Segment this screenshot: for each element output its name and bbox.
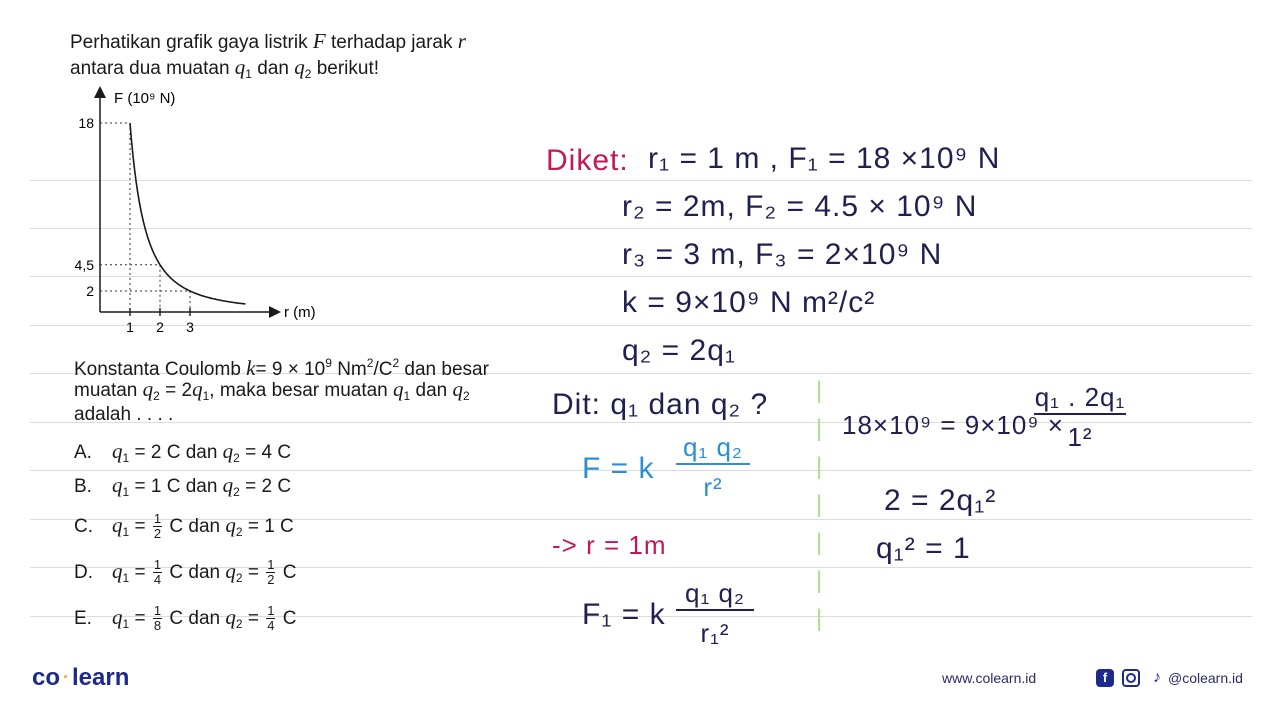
x-tick-label: 3 [186, 319, 194, 332]
question-intro-line2: antara dua muatan $q_1$ dan $q_2$ berikut! [70, 55, 380, 81]
fraction: $\frac{1}{2}$ [153, 511, 162, 542]
option-a[interactable]: A. $q_1 = 2$ C dan $q_2 = 4$ C [74, 439, 292, 465]
given-line-2: r₂ = 2m, F₂ = 4.5 × 10⁹ N [622, 190, 978, 223]
calc-line-1-denominator: 1² [1067, 422, 1093, 452]
calc-line-2: 2 = 2q₁² [884, 484, 997, 517]
force1-formula-denominator: r₁² [700, 618, 730, 648]
option-c[interactable]: C. $q_1$ = $\frac{1}{2}$ C dan $q_2 = 1$ C [74, 511, 294, 542]
force-distance-graph [60, 82, 340, 332]
colearn-logo: co · learn [32, 664, 130, 691]
calc-line-3: q₁² = 1 [876, 532, 971, 565]
diket-label: Diket: [546, 144, 629, 177]
website-link[interactable]: www.colearn.id [942, 670, 1037, 686]
tiktok-icon[interactable]: ♪ [1153, 669, 1161, 686]
y-axis-label: F (10⁹ N) [114, 90, 176, 107]
calc-line-1-numerator: q₁ . 2q₁ [1034, 382, 1126, 415]
option-b[interactable]: B. $q_1 = 1$ C dan $q_2 = 2$ C [74, 473, 292, 499]
given-line-1: r₁ = 1 m , F₁ = 18 ×10⁹ N [648, 142, 1001, 175]
x-tick-label: 2 [156, 319, 164, 332]
question-body-line2: muatan $q_2 = 2q_1$, maka besar muatan $q_1$ dan $q_2$ [74, 377, 470, 403]
option-d[interactable]: D. $q_1$ = $\frac{1}{4}$ C dan $q_2$ = $\frac{1}{2}$ C [74, 557, 297, 588]
calc-line-1-lhs: 18×10⁹ = 9×10⁹ × [842, 410, 1064, 440]
force-curve [130, 123, 246, 304]
fraction: $\frac{1}{4}$ [267, 603, 275, 634]
fraction: $\frac{1}{2}$ [267, 557, 275, 588]
given-line-4: k = 9×10⁹ N m²/c² [622, 286, 876, 319]
x-tick-label: 1 [126, 319, 134, 332]
x-axis-label: r (m) [284, 304, 316, 321]
instagram-icon[interactable] [1122, 669, 1140, 687]
y-tick-label: 2 [86, 283, 94, 299]
coulomb-formula-denominator: r² [703, 472, 723, 502]
divider-marks: | | | | | | | [816, 377, 824, 632]
force1-formula-numerator: q₁ q₂ [676, 578, 754, 611]
force1-formula-lhs: F₁ = k [582, 598, 666, 631]
fraction: $\frac{1}{4}$ [153, 557, 162, 588]
case-r1: -> r = 1m [552, 530, 667, 560]
dit-label: Dit: q₁ dan q₂ ? [552, 388, 769, 421]
y-tick-label: 18 [78, 115, 94, 131]
social-handle[interactable]: @colearn.id [1168, 670, 1243, 686]
given-line-5: q₂ = 2q₁ [622, 334, 737, 367]
coulomb-formula-numerator: q₁ q₂ [676, 432, 750, 465]
facebook-icon[interactable]: f [1096, 669, 1114, 687]
y-tick-label: 4,5 [74, 256, 94, 273]
question-intro-line1: Perhatikan grafik gaya listrik F terhadap jarak r [70, 29, 466, 53]
question-body-line1: Konstanta Coulomb $k= 9 \times 10^9$ $Nm^2/C^2$ dan besar [74, 356, 489, 380]
fraction: $\frac{1}{8}$ [153, 603, 162, 634]
given-line-3: r₃ = 3 m, F₃ = 2×10⁹ N [622, 238, 943, 271]
option-e[interactable]: E. $q_1$ = $\frac{1}{8}$ C dan $q_2$ = $\frac{1}{4}$ C [74, 603, 297, 634]
question-body-line3: adalah . . . . [74, 404, 174, 425]
coulomb-formula-lhs: F = k [582, 452, 655, 485]
